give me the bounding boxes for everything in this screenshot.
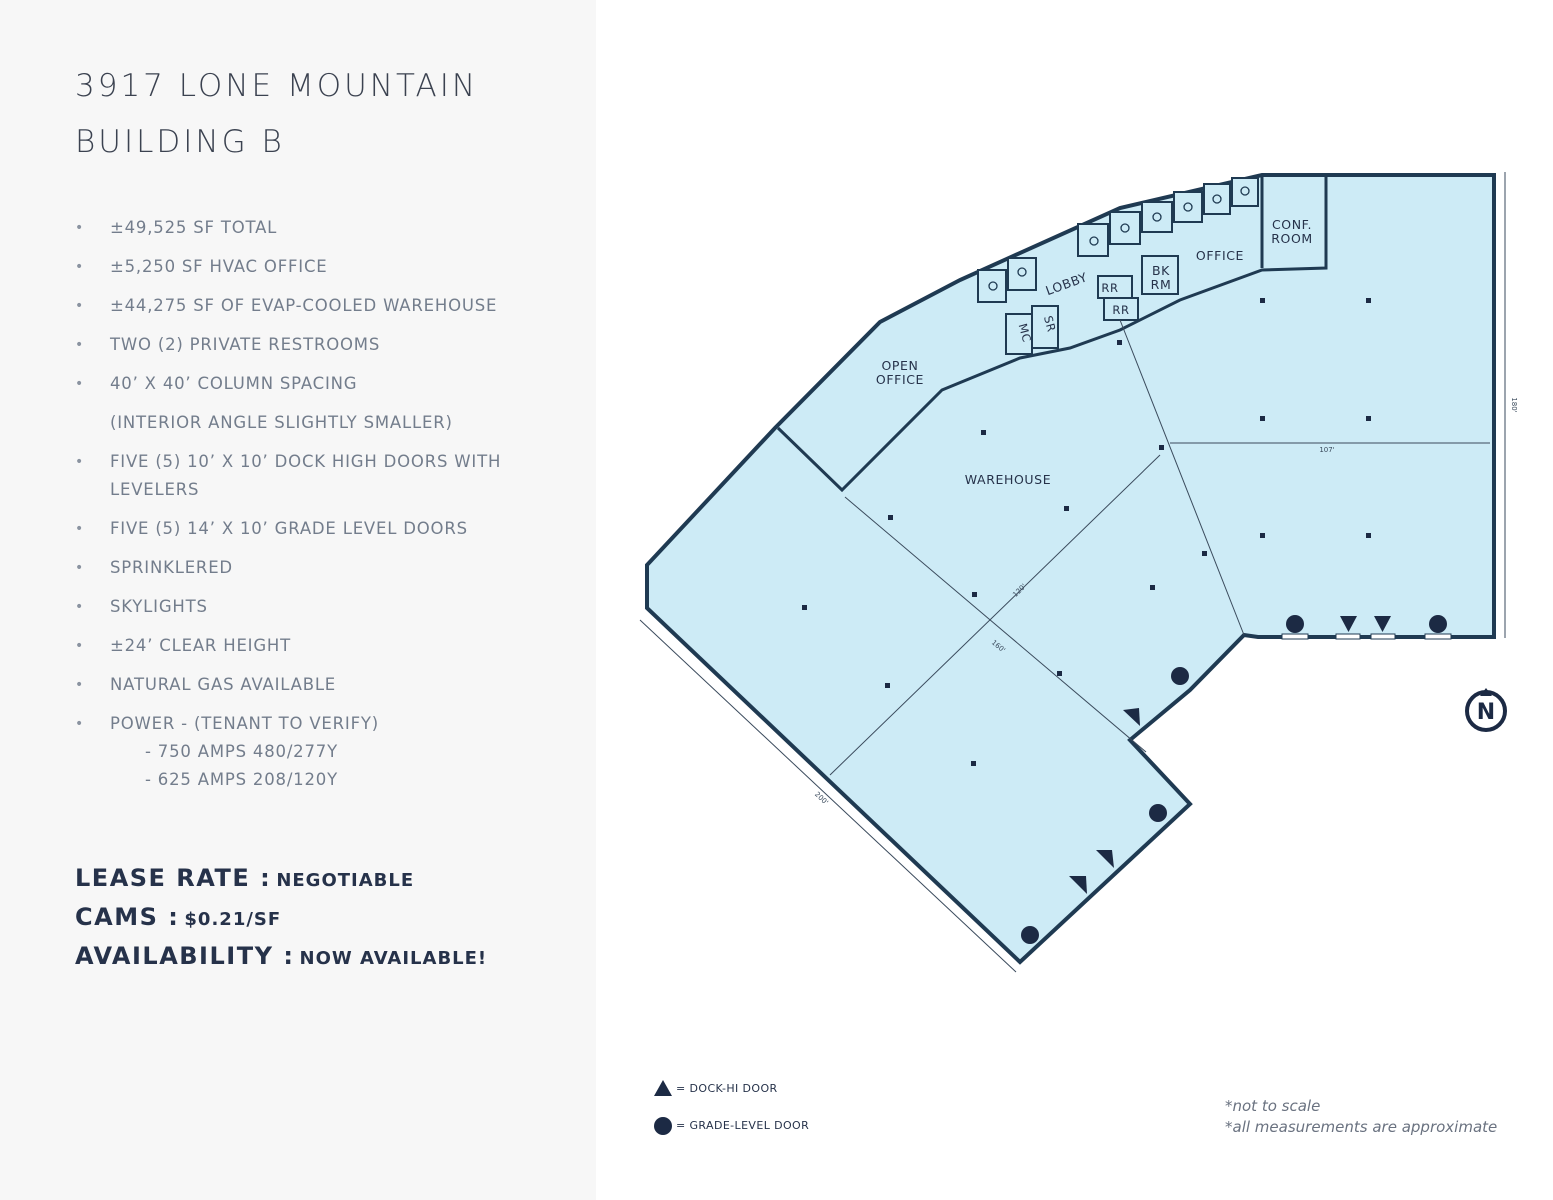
feature-text: NATURAL GAS AVAILABLE [110,675,337,694]
column-marker [1117,340,1122,345]
grade-level-door [1286,615,1304,633]
grade-level-door [1149,804,1167,822]
bullet: • [75,454,85,470]
lease-rate-value: NEGOTIABLE [276,870,415,891]
bullet: • [75,259,85,275]
lobby-label: LOBBY [1043,269,1090,299]
feature-text: ±24’ CLEAR HEIGHT [110,636,292,655]
dimension-diag-a: 120' [1011,582,1028,599]
restroom-label: RR [1101,281,1119,295]
cams-value: $0.21/SF [184,909,282,930]
bullet: • [75,298,85,314]
feature-text: - 750 AMPS 480/277Y [145,742,338,761]
feature-text: TWO (2) PRIVATE RESTROOMS [110,335,381,354]
legend-grade-level: = GRADE-LEVEL DOOR [676,1119,810,1132]
bullet: • [75,560,85,576]
dimension-southwest-wall: 200' [813,790,830,807]
lease-rate-label: LEASE RATE : [75,864,272,892]
feature-text: ±49,525 SF TOTAL [110,218,278,237]
column-marker [981,430,986,435]
feature-text: POWER - (TENANT TO VERIFY) [110,714,379,733]
feature-text: LEVELERS [110,480,200,499]
feature-text: SPRINKLERED [110,558,233,577]
column-marker [1064,506,1069,511]
column-marker [971,761,976,766]
dimension-diag-b: 160' [989,638,1007,655]
bullet: • [75,521,85,537]
conf-room-label: ROOM [1271,231,1313,246]
feature-text: FIVE (5) 10’ X 10’ DOCK HIGH DOORS WITH [110,452,502,471]
column-marker [1150,585,1155,590]
private-office [1232,178,1258,206]
column-marker [1366,533,1371,538]
legend-dock-hi: = DOCK-HI DOOR [676,1082,778,1095]
column-marker [1260,416,1265,421]
column-marker [1159,445,1164,450]
north-compass-icon [1467,688,1505,730]
bullet: • [75,716,85,732]
feature-text: 40’ X 40’ COLUMN SPACING [110,374,358,393]
warehouse-label: WAREHOUSE [964,472,1052,487]
bullet: • [75,638,85,654]
private-office [1174,192,1202,222]
building-name: BUILDING B [75,124,285,160]
private-office [1110,212,1140,244]
feature-text: (INTERIOR ANGLE SLIGHTLY SMALLER) [110,413,453,432]
bullet: • [75,337,85,353]
private-office [1008,258,1036,290]
column-marker [1202,551,1207,556]
availability-label: AVAILABILITY : [75,942,295,970]
private-office [1204,184,1230,214]
column-marker [885,683,890,688]
restroom-label: RR [1112,303,1130,317]
private-office [1078,224,1108,256]
property-address: 3917 LONE MOUNTAIN [75,68,479,104]
open-office-label: OPEN [881,358,919,373]
mc-label: MC [1015,321,1035,345]
conf-room-label: CONF. [1271,217,1313,232]
feature-text: ±44,275 SF OF EVAP-COOLED WAREHOUSE [110,296,498,315]
legend-circle-icon [654,1117,672,1135]
dimension-east-wall: 180' [1510,397,1518,413]
private-office [978,270,1006,302]
note-approximate: *all measurements are approximate [1225,1118,1498,1136]
legend-triangle-icon [654,1080,672,1096]
bullet: • [75,220,85,236]
dimension-interior-east: 107' [1319,446,1335,454]
sr-label: SR [1040,314,1059,334]
column-marker [1260,533,1265,538]
column-marker [1260,298,1265,303]
column-marker [888,515,893,520]
column-marker [1366,416,1371,421]
column-marker [1057,671,1062,676]
break-room-label: BK [1152,263,1170,278]
feature-text: ±5,250 SF HVAC OFFICE [110,257,328,276]
private-office [1142,202,1172,232]
column-marker [1366,298,1371,303]
grade-level-door [1429,615,1447,633]
feature-text: SKYLIGHTS [110,597,208,616]
bullet: • [75,376,85,392]
column-marker [972,592,977,597]
feature-text: FIVE (5) 14’ X 10’ GRADE LEVEL DOORS [110,519,468,538]
cams-label: CAMS : [75,903,180,931]
building-footprint [647,175,1494,962]
note-not-to-scale: *not to scale [1225,1097,1321,1115]
grade-level-door [1171,667,1189,685]
column-marker [802,605,807,610]
office-label: OFFICE [1195,248,1245,263]
availability-value: NOW AVAILABLE! [299,948,488,969]
feature-text: - 625 AMPS 208/120Y [145,770,338,789]
compass-letter: N [1476,700,1496,725]
bullet: • [75,599,85,615]
grade-level-door [1021,926,1039,944]
bullet: • [75,677,85,693]
open-office-label: OFFICE [875,372,925,387]
break-room-label: RM [1150,277,1172,292]
